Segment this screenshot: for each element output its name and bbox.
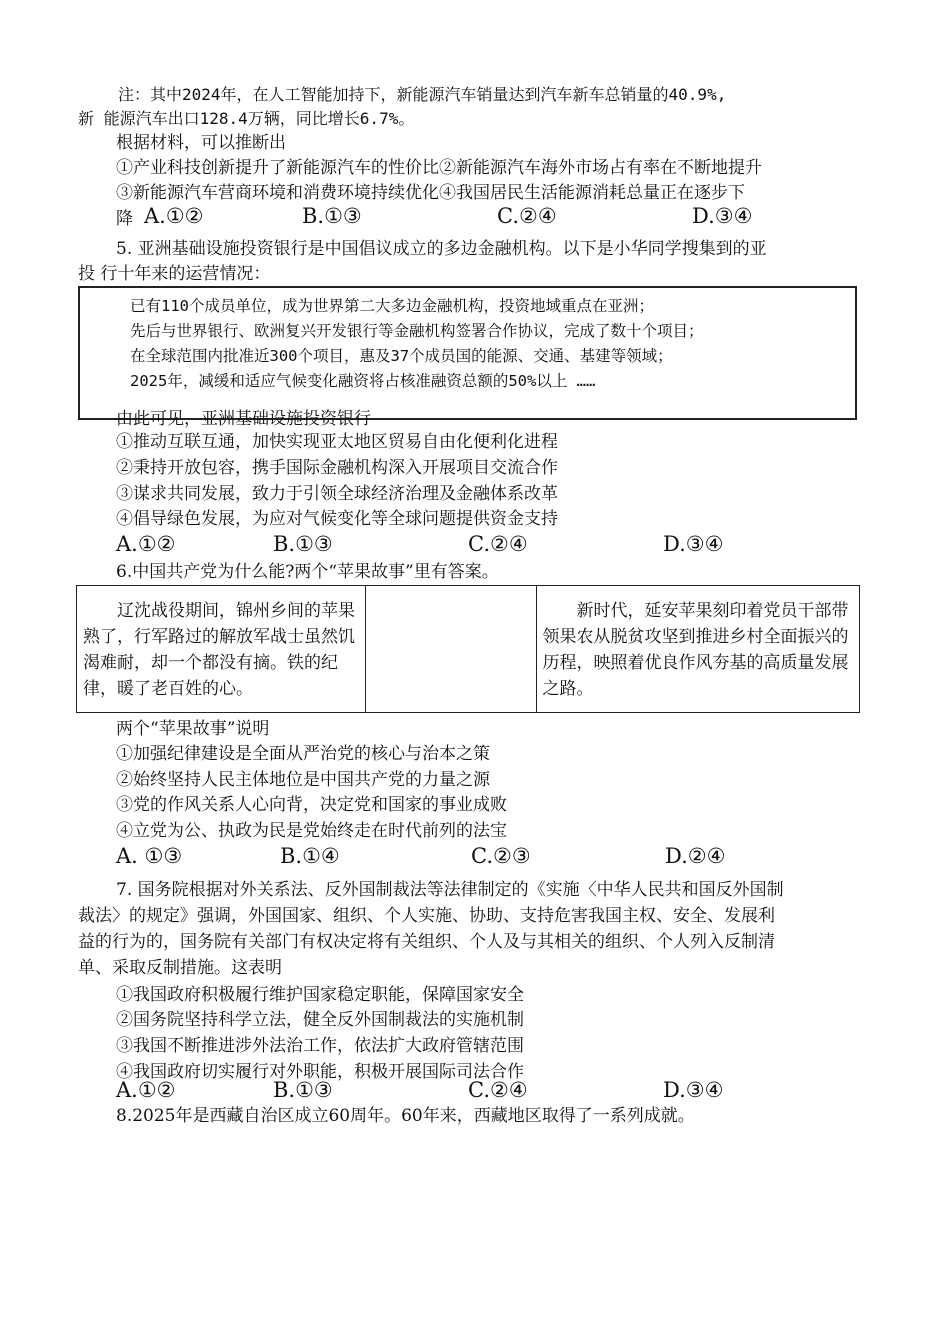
q5-option-d: D.③④ xyxy=(663,532,724,556)
q8-stem: 8.2025年是西藏自治区成立60周年。60年来，西藏地区取得了一系列成就。 xyxy=(116,1106,695,1126)
q6-middle-blank-cell xyxy=(366,586,536,713)
q5-item-4: ④倡导绿色发展，为应对气候变化等全球问题提供资金支持 xyxy=(116,509,558,529)
q4-items-1-2: ①产业科技创新提升了新能源汽车的性价比②新能源汽车海外市场占有率在不断地提升 xyxy=(116,158,762,178)
q5-box-line3: 在全球范围内批准近300个项目，惠及37个成员国的能源、交通、基建等领域； xyxy=(130,347,673,365)
q4-option-d: D.③④ xyxy=(692,204,753,228)
q5-lead: 由此可见，亚洲基础设施投资银行 xyxy=(116,409,371,429)
q7-option-c: C.②④ xyxy=(468,1078,528,1102)
q7-stem-line1: 7. 国务院根据对外关系法、反外国制裁法等法律制定的《实施〈中华人民共和国反外国制 xyxy=(116,880,784,900)
q7-item-4: ④我国政府切实履行对外职能，积极开展国际司法合作 xyxy=(116,1062,524,1082)
q5-box-line4: 2025年，减缓和适应气候变化融资将占核准融资总额的50%以上 …… xyxy=(130,372,596,390)
q6-story-table xyxy=(76,585,860,713)
q4-note-line2: 新 能源汽车出口128.4万辆，同比增长6.7%。 xyxy=(78,109,415,128)
q4-stem: 根据材料，可以推断出 xyxy=(116,133,286,153)
q5-box-line1: 已有110个成员单位，成为世界第二大多边金融机构，投资地域重点在亚洲； xyxy=(130,297,654,315)
q5-option-c: C.②④ xyxy=(468,532,528,556)
q7-option-b: B.①③ xyxy=(273,1078,333,1102)
q5-option-a: A.①② xyxy=(116,532,176,556)
q6-left-story: 辽沈战役期间，锦州乡间的苹果熟了，行军路过的解放军战士虽然饥渴难耐，却一个都没有摘。铁的纪律，暖了老百姓的心。 xyxy=(83,601,355,699)
q5-stem-line2: 投 行十年来的运营情况： xyxy=(78,264,271,284)
q6-stem: 6.中国共产党为什么能?两个“苹果故事”里有答案。 xyxy=(116,562,499,582)
q7-item-1: ①我国政府积极履行维护国家稳定职能，保障国家安全 xyxy=(116,985,524,1005)
q7-stem-line4: 单、采取反制措施。这表明 xyxy=(78,958,282,978)
q6-item-3: ③党的作风关系人心向背，决定党和国家的事业成败 xyxy=(116,795,507,815)
q4-option-c: C.②④ xyxy=(497,204,557,228)
q7-item-3: ③我国不断推进涉外法治工作，依法扩大政府管辖范围 xyxy=(116,1036,524,1056)
q4-note-line1: 注：其中2024年，在人工智能加持下，新能源汽车销量达到汽车新车总销量的40.9%, xyxy=(118,85,727,104)
q7-option-a: A.①② xyxy=(116,1078,176,1102)
q6-option-d: D.②④ xyxy=(665,844,726,868)
q7-item-2: ②国务院坚持科学立法，健全反外国制裁法的实施机制 xyxy=(116,1010,524,1030)
q5-box-line2: 先后与世界银行、欧洲复兴开发银行等金融机构签署合作协议，完成了数十个项目； xyxy=(130,322,704,340)
q5-stem-line1: 5. 亚洲基础设施投资银行是中国倡议成立的多边金融机构。以下是小华同学搜集到的亚 xyxy=(116,239,767,259)
q6-option-b: B.①④ xyxy=(280,844,340,868)
q6-item-2: ②始终坚持人民主体地位是中国共产党的力量之源 xyxy=(116,770,490,790)
q5-item-1: ①推动互联互通，加快实现亚太地区贸易自由化便利化进程 xyxy=(116,432,558,452)
q6-option-c: C.②③ xyxy=(471,844,531,868)
q4-items-3-4: ③新能源汽车营商环境和消费环境持续优化④我国居民生活能源消耗总量正在逐步下 xyxy=(116,183,745,203)
q6-right-story: 新时代，延安苹果刻印着党员干部带领果农从脱贫攻坚到推进乡村全面振兴的历程，映照着优良作风夯基的高质量发展之路。 xyxy=(542,601,849,699)
q6-right-story-cell xyxy=(536,586,860,713)
q7-option-d: D.③④ xyxy=(663,1078,724,1102)
q6-option-a: A. ①③ xyxy=(116,844,183,868)
q5-option-b: B.①③ xyxy=(273,532,333,556)
q6-item-1: ①加强纪律建设是全面从严治党的核心与治本之策 xyxy=(116,744,490,764)
q6-left-story-cell xyxy=(77,586,366,713)
q5-item-3: ③谋求共同发展，致力于引领全球经济治理及金融体系改革 xyxy=(116,484,558,504)
q6-lead: 两个“苹果故事”说明 xyxy=(116,719,270,739)
q7-stem-line2: 裁法〉的规定》强调，外国国家、组织、个人实施、协助、支持危害我国主权、安全、发展利 xyxy=(78,906,775,926)
q4-option-a: A.①② xyxy=(144,204,204,228)
q5-item-2: ②秉持开放包容，携手国际金融机构深入开展项目交流合作 xyxy=(116,458,558,478)
q7-stem-line3: 益的行为的，国务院有关部门有权决定将有关组织、个人及与其相关的组织、个人列入反制清 xyxy=(78,932,775,952)
q4-option-b: B.①③ xyxy=(302,204,362,228)
q4-wrap: 降 xyxy=(116,209,133,229)
q5-material-box xyxy=(78,286,857,420)
q6-item-4: ④立党为公、执政为民是党始终走在时代前列的法宝 xyxy=(116,821,507,841)
